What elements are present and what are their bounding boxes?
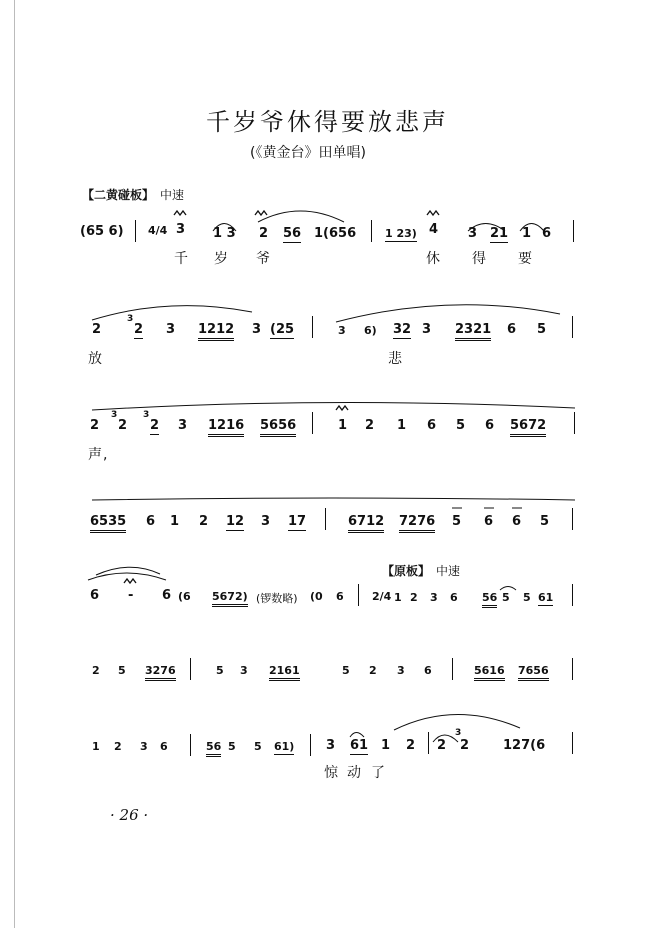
note-group: 21	[490, 226, 509, 241]
barline	[325, 508, 326, 530]
barline	[190, 658, 191, 680]
note-group: 1 23)	[385, 227, 417, 240]
note: 2	[199, 514, 209, 529]
note-group: 56	[206, 740, 221, 757]
note-group: 6535	[90, 514, 126, 533]
lyric: 休	[426, 251, 441, 267]
note: 3	[176, 222, 186, 237]
note: 5	[228, 740, 236, 753]
note-group: 61)	[274, 740, 295, 753]
lyric: 千	[174, 251, 189, 267]
note: 3	[240, 664, 248, 677]
note: 1	[92, 740, 100, 753]
note: 6	[146, 514, 156, 529]
note-group: 56	[482, 591, 497, 608]
note: 1	[522, 226, 532, 241]
note: 5	[537, 322, 547, 337]
note: 2	[406, 738, 416, 753]
percussion-omitted-note: (锣数略)	[256, 592, 298, 605]
note: 6	[90, 588, 100, 603]
note-group: 5616	[474, 664, 505, 681]
note-group: (25	[270, 322, 295, 337]
note: 6	[485, 418, 495, 433]
note-group: (65 6)	[80, 224, 124, 239]
note-group: 5672	[510, 418, 546, 437]
note: 3	[326, 738, 336, 753]
note: 1	[170, 514, 180, 529]
note: 2	[150, 418, 160, 433]
note: 3	[338, 324, 346, 337]
note: 2	[259, 226, 269, 241]
grace-note: 3	[127, 314, 134, 324]
barline	[572, 658, 573, 680]
note-group: 127(6	[503, 738, 546, 753]
page-subtitle: (《黄金台》田单唱)	[250, 145, 366, 161]
barline	[428, 732, 429, 754]
grace-note: 3	[143, 410, 150, 420]
note: 6	[424, 664, 432, 677]
note-group: (0	[310, 590, 323, 603]
note-group: 1216	[208, 418, 244, 437]
barline	[572, 584, 573, 606]
note-group: (6	[178, 590, 191, 603]
note-group: 7656	[518, 664, 549, 681]
note-group: 2161	[269, 664, 300, 681]
note-group: 17	[288, 514, 307, 529]
note: 6	[450, 591, 458, 604]
barline	[452, 658, 453, 680]
note-group: 6712	[348, 514, 384, 533]
lyric: 声,	[88, 447, 109, 463]
note: 2	[90, 418, 100, 433]
page-title: 千岁爷休得要放悲声	[206, 108, 449, 136]
note: 5	[254, 740, 262, 753]
note: 5	[540, 514, 550, 529]
barline	[572, 316, 573, 338]
note: 5	[502, 591, 510, 604]
note-group: 7276	[399, 514, 435, 533]
lyric: 惊	[324, 765, 339, 781]
note: 2	[92, 664, 100, 677]
note-group: 5672)	[212, 590, 248, 607]
note-group: 1212	[198, 322, 234, 341]
note-group: 5656	[260, 418, 296, 437]
lyric: 得	[472, 251, 487, 267]
lyric: 放	[88, 351, 103, 367]
note: 2	[365, 418, 375, 433]
barline	[573, 220, 574, 242]
lyric: 爷	[256, 251, 271, 267]
note: 1	[338, 418, 348, 433]
note: 3	[261, 514, 271, 529]
note: 2	[369, 664, 377, 677]
grace-note: 3	[111, 410, 118, 420]
note: 3	[166, 322, 176, 337]
note: 5	[456, 418, 466, 433]
section-tempo-2: 中速	[436, 564, 461, 578]
lyric: 了	[371, 765, 386, 781]
barline	[190, 734, 191, 756]
note-group: 3276	[145, 664, 176, 681]
note: 6	[512, 514, 522, 529]
note-group: 61	[538, 591, 554, 604]
barline	[574, 412, 575, 434]
lyric: 动	[347, 765, 362, 781]
note: 1	[394, 591, 402, 604]
note: 6	[336, 590, 344, 603]
note: 3	[422, 322, 432, 337]
note: 6)	[364, 324, 377, 337]
note: 2	[114, 740, 122, 753]
time-signature: 2/4	[372, 590, 392, 603]
note: 6	[507, 322, 517, 337]
note-group: 61	[350, 738, 369, 753]
time-signature: 4/4	[148, 224, 168, 237]
note: 3	[252, 322, 262, 337]
note: -	[128, 588, 134, 603]
lyric: 要	[518, 251, 533, 267]
barline	[572, 732, 573, 754]
barline	[135, 220, 136, 242]
note: 6	[542, 226, 552, 241]
note-group: 12	[226, 514, 245, 529]
barline	[310, 734, 311, 756]
note: 3	[178, 418, 188, 433]
note: 1	[381, 738, 391, 753]
note: 3	[430, 591, 438, 604]
note: 2	[118, 418, 128, 433]
section-label-erhuang: 【二黄碰板】	[82, 188, 155, 202]
note-group: 32	[393, 322, 412, 337]
barline	[312, 316, 313, 338]
note: 6	[427, 418, 437, 433]
note: 5	[523, 591, 531, 604]
note: 2	[134, 322, 144, 337]
lyric: 岁	[214, 251, 229, 267]
note: 6	[162, 588, 172, 603]
barline	[371, 220, 372, 242]
note: 2	[437, 738, 447, 753]
note: 3	[140, 740, 148, 753]
grace-note: 3	[455, 728, 462, 738]
note-group: 2321	[455, 322, 491, 341]
note: 3	[468, 226, 478, 241]
note: 2	[460, 738, 470, 753]
page-number: · 26 ·	[110, 806, 149, 824]
note: 1	[397, 418, 407, 433]
note: 4	[429, 222, 439, 237]
barline	[358, 584, 359, 606]
section-tempo-1: 中速	[160, 188, 185, 202]
note: 6	[160, 740, 168, 753]
note: 2	[92, 322, 102, 337]
note-group: 56	[283, 226, 302, 241]
note: 2	[410, 591, 418, 604]
note: 6	[484, 514, 494, 529]
section-label-yuanban: 【原板】	[382, 564, 431, 578]
barline	[312, 412, 313, 434]
note: 5	[452, 514, 462, 529]
note-group: 1(656	[314, 226, 357, 241]
note: 5	[342, 664, 350, 677]
note: 5	[216, 664, 224, 677]
lyric: 悲	[388, 351, 403, 367]
note: 3	[397, 664, 405, 677]
barline	[572, 508, 573, 530]
note-group: 1 3	[213, 226, 236, 241]
note: 5	[118, 664, 126, 677]
